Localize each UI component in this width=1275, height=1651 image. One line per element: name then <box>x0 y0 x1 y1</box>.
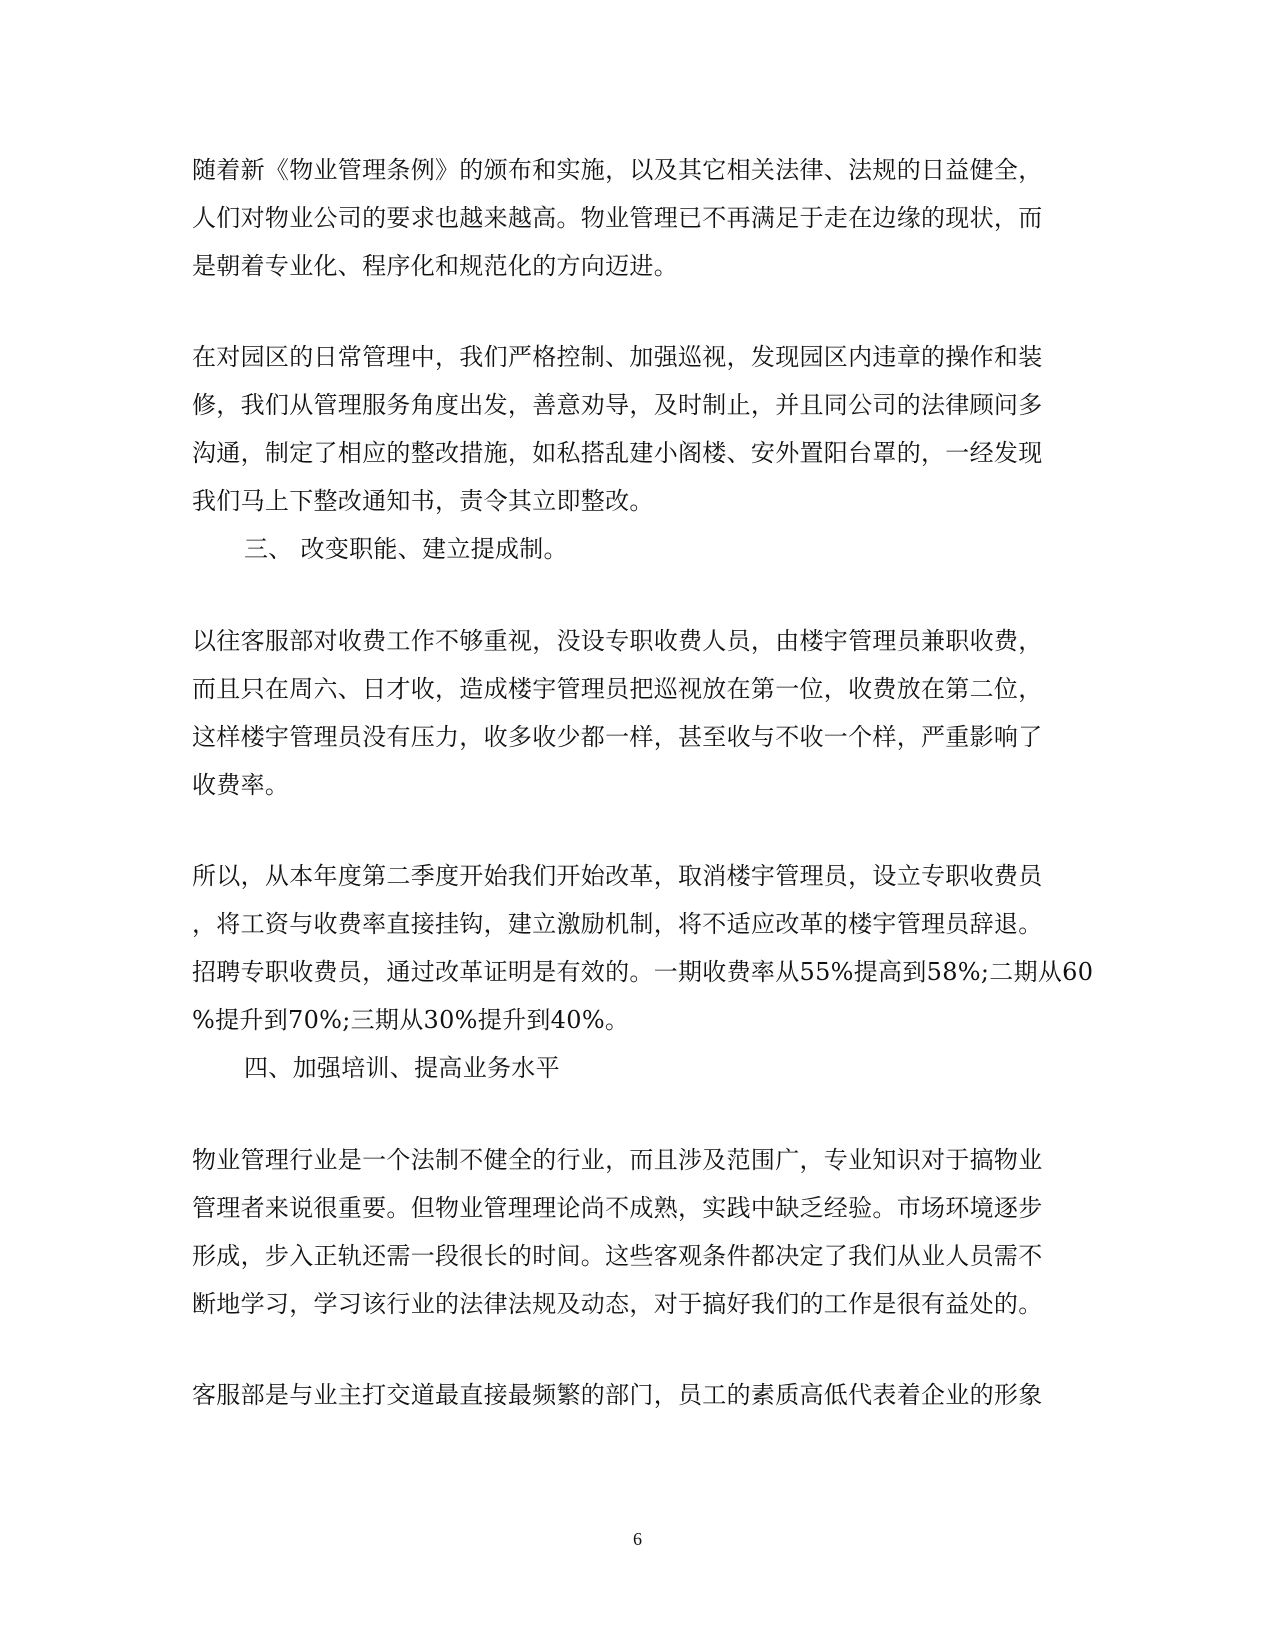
paragraph-3-line-1: 以往客服部对收费工作不够重视，没设专职收费人员，由楼宇管理员兼职收费， <box>192 627 1043 655</box>
paragraph-4-line-1: 所以，从本年度第二季度开始我们开始改革，取消楼宇管理员，设立专职收费员 <box>192 862 1043 890</box>
paragraph-5-line-1: 物业管理行业是一个法制不健全的行业，而且涉及范围广，专业知识对于搞物业 <box>192 1146 1043 1174</box>
paragraph-2-line-4: 我们马上下整改通知书，责令其立即整改。 <box>192 487 654 515</box>
paragraph-5-line-4: 断地学习，学习该行业的法律法规及动态，对于搞好我们的工作是很有益处的。 <box>192 1290 1043 1318</box>
paragraph-3-line-4: 收费率。 <box>192 771 290 799</box>
paragraph-1-line-3: 是朝着专业化、程序化和规范化的方向迈进。 <box>192 252 678 280</box>
page-number: 6 <box>633 1529 642 1549</box>
paragraph-1-line-1: 随着新《物业管理条例》的颁布和实施，以及其它相关法律、法规的日益健全， <box>192 156 1043 184</box>
paragraph-5-line-3: 形成，步入正轨还需一段很长的时间。这些客观条件都决定了我们从业人员需不 <box>192 1242 1043 1270</box>
section-heading-3: 三、 改变职能、建立提成制。 <box>244 535 568 563</box>
paragraph-5-line-2: 管理者来说很重要。但物业管理理论尚不成熟，实践中缺乏经验。市场环境逐步 <box>192 1194 1043 1222</box>
paragraph-3-line-3: 这样楼宇管理员没有压力，收多收少都一样，甚至收与不收一个样，严重影响了 <box>192 723 1043 751</box>
paragraph-3-line-2: 而且只在周六、日才收，造成楼宇管理员把巡视放在第一位，收费放在第二位， <box>192 675 1043 703</box>
paragraph-2-line-1: 在对园区的日常管理中，我们严格控制、加强巡视，发现园区内违章的操作和装 <box>192 343 1043 371</box>
paragraph-4-line-3: 招聘专职收费员，通过改革证明是有效的。一期收费率从55%提高到58%;二期从60 <box>192 958 1094 986</box>
paragraph-1-line-2: 人们对物业公司的要求也越来越高。物业管理已不再满足于走在边缘的现状，而 <box>192 204 1043 232</box>
paragraph-4-line-2: ，将工资与收费率直接挂钩，建立激励机制，将不适应改革的楼宇管理员辞退。 <box>192 910 1043 938</box>
paragraph-4-line-4: %提升到70%;三期从30%提升到40%。 <box>192 1006 630 1034</box>
paragraph-6-line-1: 客服部是与业主打交道最直接最频繁的部门，员工的素质高低代表着企业的形象 <box>192 1381 1043 1409</box>
paragraph-2-line-3: 沟通，制定了相应的整改措施，如私搭乱建小阁楼、安外置阳台罩的，一经发现 <box>192 439 1043 467</box>
section-heading-4: 四、加强培训、提高业务水平 <box>244 1054 560 1082</box>
paragraph-2-line-2: 修，我们从管理服务角度出发，善意劝导，及时制止，并且同公司的法律顾问多 <box>192 391 1043 419</box>
